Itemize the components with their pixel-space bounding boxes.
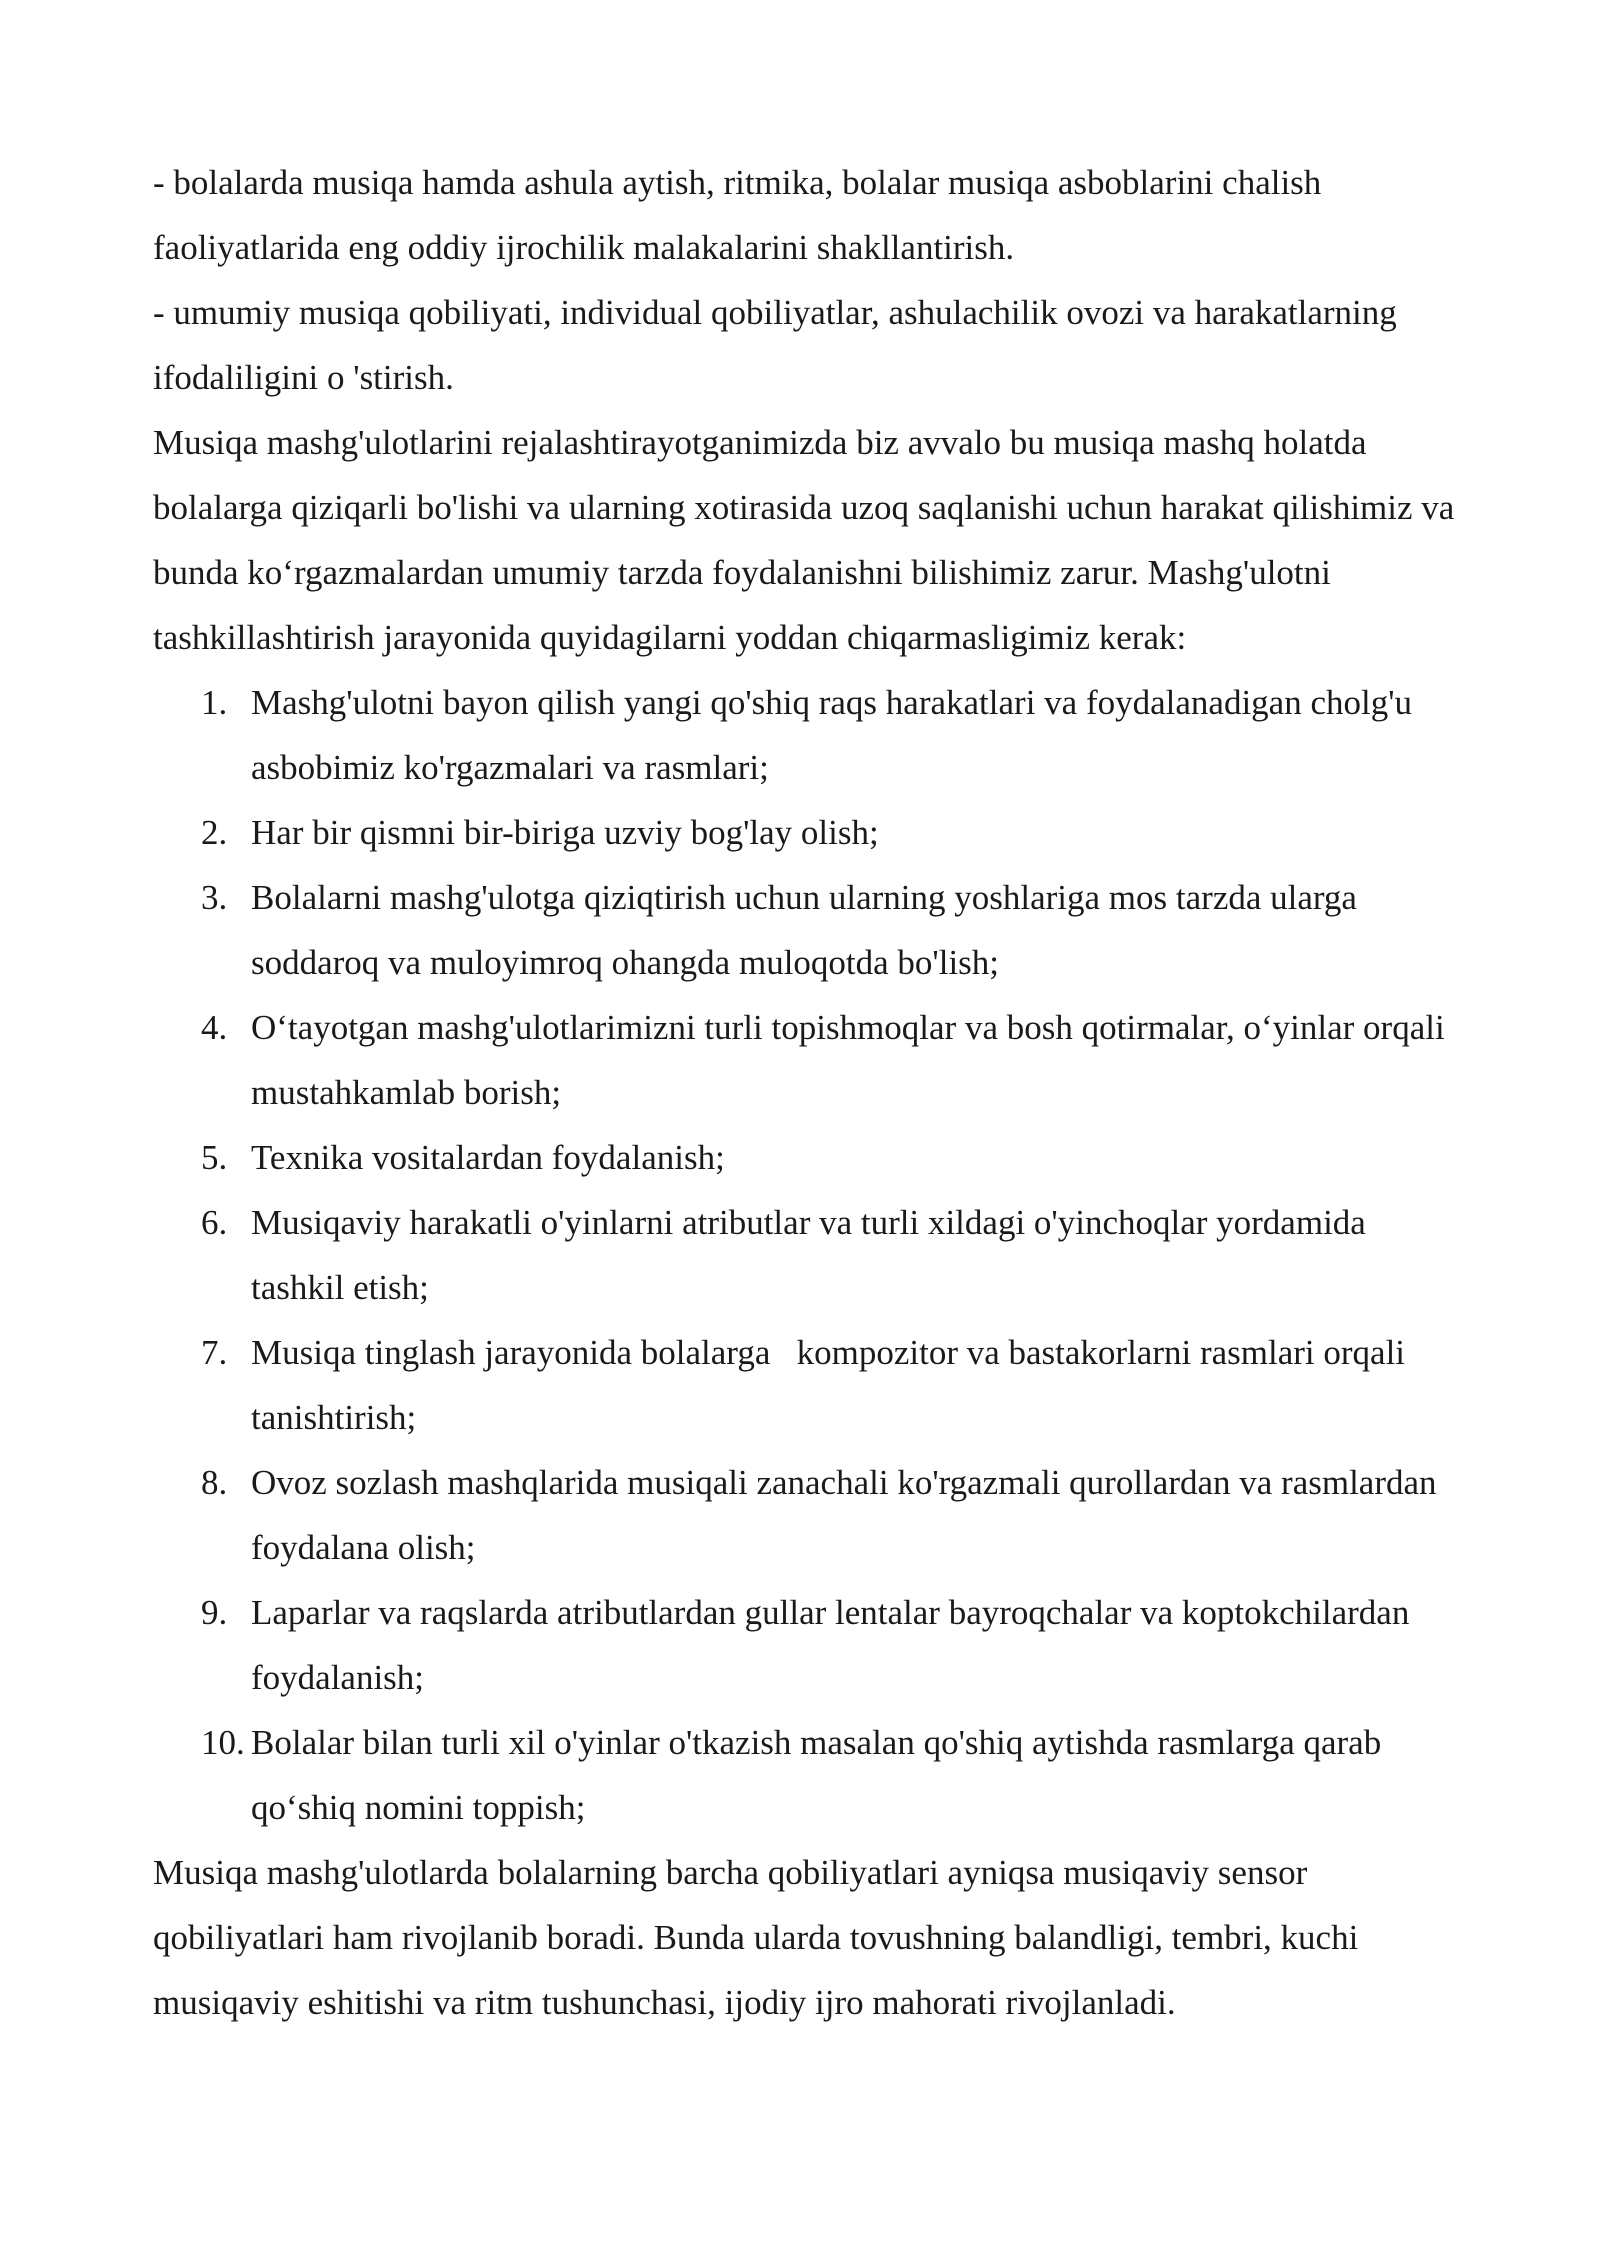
list-item: [153, 1190, 1463, 1320]
list-item: [153, 800, 1463, 865]
list-item-text: Musiqa tinglash jarayonida bolalarga kompozitor va bastakorlarni rasmlari orqali tanishtirish;: [251, 1333, 1414, 1437]
closing-paragraph: Musiqa mashg'ulotlarda bolalarning barcha qobiliyatlari ayniqsa musiqaviy sensor qobiliyatlari ham rivojlanib boradi. Bunda ularda tovushning balandligi, tembri, kuchi musiqaviy eshitishi va ritm tushunchasi, ijodiy ijro mahorati rivojlanladi.: [153, 1853, 1359, 2022]
list-item-text: Oʻtayotgan mashg'ulotlarimizni turli topishmoqlar va bosh qotirmalar, oʻyinlar orqali mustahkamlab borish;: [251, 1008, 1445, 1112]
list-item-text: Bolalar bilan turli xil o'yinlar o'tkazish masalan qo'shiq aytishda rasmlarga qarab qoʻshiq nomini toppish;: [251, 1723, 1382, 1827]
list-item: [153, 1710, 1463, 1840]
list-item: [153, 995, 1463, 1125]
list-item-number: 1.: [201, 683, 228, 722]
list-item-number: 5.: [201, 1138, 228, 1177]
list-item-number: 6.: [201, 1203, 228, 1242]
list-item-number: 10.: [201, 1723, 245, 1762]
list-item-number: 7.: [201, 1333, 228, 1372]
list-item: [153, 865, 1463, 995]
list-item-number: 9.: [201, 1593, 228, 1632]
list-item: [153, 1580, 1463, 1710]
list-item-text: Bolalarni mashg'ulotga qiziqtirish uchun ularning yoshlariga mos tarzda ularga soddaroq va muloyimroq ohangda muloqotda bo'lish;: [251, 878, 1357, 982]
intro-paragraph-3: Musiqa mashg'ulotlarini rejalashtirayotganimizda biz avvalo bu musiqa mashq holatda bolalarga qiziqarli bo'lishi va ularning xotirasida uzoq saqlanishi uchun harakat qilishimiz va bunda koʻrgazmalardan umumiy tarzda foydalanishni bilishimiz zarur. Mashg'ulotni tashkillashtirish jarayonida quyidagilarni yoddan chiqarmasligimiz kerak:: [153, 423, 1455, 657]
list-item-number: 2.: [201, 813, 228, 852]
list-item-text: Texnika vositalardan foydalanish;: [251, 1138, 725, 1177]
list-item: [153, 670, 1463, 800]
list-item-number: 8.: [201, 1463, 228, 1502]
list-item: [153, 1450, 1463, 1580]
list-item-text: Ovoz sozlash mashqlarida musiqali zanachali ko'rgazmali qurollardan va rasmlardan foydalana olish;: [251, 1463, 1437, 1567]
list-item-text: Musiqaviy harakatli o'yinlarni atributlar va turli xildagi o'yinchoqlar yordamida tashkil etish;: [251, 1203, 1366, 1307]
intro-paragraph-2: - umumiy musiqa qobiliyati, individual qobiliyatlar, ashulachilik ovozi va harakatlarning ifodaliligini o 'stirish.: [153, 293, 1397, 397]
list-item-text: Har bir qismni bir-biriga uzviy bog'lay olish;: [251, 813, 879, 852]
list-item-text: Laparlar va raqslarda atributlardan gullar lentalar bayroqchalar va koptokchilardan foydalanish;: [251, 1593, 1410, 1697]
document-body: [153, 150, 1463, 2035]
numbered-list: [153, 670, 1463, 1840]
list-item: [153, 1125, 1463, 1190]
intro-paragraph-1: - bolalarda musiqa hamda ashula aytish, ritmika, bolalar musiqa asboblarini chalish faoliyatlarida eng oddiy ijrochilik malakalarini shakllantirish.: [153, 163, 1322, 267]
list-item-number: 3.: [201, 878, 228, 917]
list-item-text: Mashg'ulotni bayon qilish yangi qo'shiq raqs harakatlari va foydalanadigan cholg'u asbobimiz ko'rgazmalari va rasmlari;: [251, 683, 1413, 787]
list-item: [153, 1320, 1463, 1450]
list-item-number: 4.: [201, 1008, 228, 1047]
